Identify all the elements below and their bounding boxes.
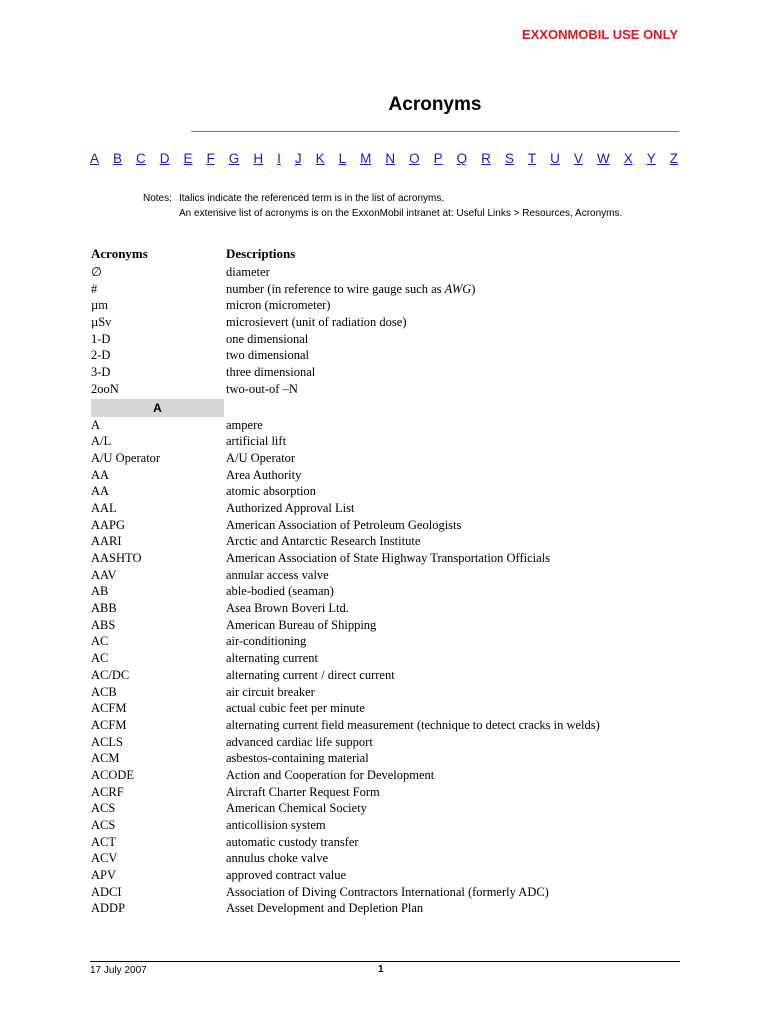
description-cell: alternating current field measurement (technique to detect cracks in welds) [226,717,600,732]
description-cell: microsievert (unit of radiation dose) [226,315,407,330]
description-cell: Aircraft Charter Request Form [226,784,380,799]
table-row [91,264,681,281]
acronym-cell: ABS [91,617,116,632]
acronym-cell: AC [91,651,109,666]
acronym-cell: AC [91,634,109,649]
acronym-cell: ACLS [91,734,123,749]
table-row [91,900,681,917]
notes-block [143,191,622,221]
acronym-cell: ABB [91,601,117,616]
section-a-rows [91,417,681,918]
table-row [91,884,681,901]
table-row [91,750,681,767]
footer-divider [90,961,680,962]
description-cell: alternating current / direct current [226,667,395,682]
description-cell: Arctic and Antarctic Research Institute [226,534,421,549]
description-cell: Authorized Approval List [226,500,355,515]
description-cell: able-bodied (seaman) [226,584,334,599]
table-row [91,850,681,867]
table-row [91,347,681,364]
alphabet-link-b[interactable]: B [113,151,123,166]
notes-line-2: An extensive list of acronyms is on the ExxonMobil intranet at: Useful Links > Resources, Acronyms. [179,208,623,219]
table-row [91,617,681,634]
column-header-acronyms: Acronyms [91,246,148,261]
confidentiality-label: EXXONMOBIL USE ONLY [521,27,678,42]
acronym-cell: AARI [91,534,122,549]
acronym-cell: ACM [91,751,120,766]
acronym-cell: 1-D [91,331,111,346]
acronym-cell: A [91,417,101,432]
title-divider [191,131,679,132]
table-row [91,767,681,784]
alphabet-index [90,151,678,166]
table-row [91,817,681,834]
description-cell: Area Authority [226,467,302,482]
alphabet-link-y[interactable]: Y [646,151,656,166]
alphabet-link-g[interactable]: G [228,151,240,166]
acronym-cell: µm [91,298,108,313]
acronym-table [91,244,681,917]
alphabet-link-h[interactable]: H [253,151,264,166]
alphabet-link-q[interactable]: Q [456,151,468,166]
table-row [91,467,681,484]
alphabet-link-f[interactable]: F [206,151,215,166]
alphabet-link-r[interactable]: R [481,151,491,166]
acronym-cell: A/L [91,434,112,449]
column-header-descriptions: Descriptions [226,246,296,261]
table-row [91,583,681,600]
description-cell: anticollision system [226,818,326,832]
table-row [91,700,681,717]
acronym-cell: ACODE [91,767,135,782]
table-row [91,297,681,314]
acronym-cell: AAV [91,567,117,582]
table-row [91,517,681,534]
description-cell: ampere [226,417,263,432]
acronym-cell: AC/DC [91,667,130,682]
acronym-cell: AAPG [91,517,126,532]
table-row [91,734,681,751]
alphabet-link-p[interactable]: P [433,151,443,166]
alphabet-link-i[interactable]: I [277,151,281,166]
table-row [91,314,681,331]
table-row [91,633,681,650]
table-row [91,650,681,667]
description-cell: diameter [226,265,270,279]
table-row [91,417,681,434]
description-cell: asbestos-containing material [226,751,369,766]
description-cell: three dimensional [226,365,316,380]
description-cell: annulus choke valve [226,851,329,866]
description-cell: two-out-of –N [226,381,298,396]
section-label: A [91,399,224,417]
description-cell: air-conditioning [226,634,307,649]
acronym-cell: 2ooN [91,381,119,396]
description-cell: advanced cardiac life support [226,734,373,749]
description-cell: American Bureau of Shipping [226,617,377,632]
description-cell: atomic absorption [226,484,316,499]
table-row [91,867,681,884]
acronym-cell: AA [91,467,110,482]
description-cell: Asea Brown Boveri Ltd. [226,601,349,616]
notes-line-1: Italics indicate the referenced term is in the list of acronyms. [179,193,445,204]
alphabet-link-c[interactable]: C [136,151,146,166]
acronym-cell: ACS [91,801,116,816]
alphabet-link-e[interactable]: E [183,151,193,166]
alphabet-link-a[interactable]: A [90,151,100,166]
description-cell: number (in reference to wire gauge such as AWG) [226,281,476,296]
table-row [91,600,681,617]
description-cell: artificial lift [226,434,287,449]
acronym-cell: ACV [91,851,118,866]
acronym-cell: AA [91,484,110,499]
description-cell: actual cubic feet per minute [226,701,365,716]
description-cell: approved contract value [226,868,347,883]
page-number: 1 [378,964,384,975]
table-row [91,364,681,381]
description-cell: micron (micrometer) [226,298,331,313]
alphabet-link-w[interactable]: W [596,151,610,166]
pre-section-rows [91,264,681,398]
acronym-cell: ACS [91,818,116,832]
acronym-cell: APV [91,868,117,883]
description-cell: automatic custody transfer [226,834,359,849]
table-row [91,550,681,567]
acronym-cell: ADDP [91,901,126,916]
table-row [91,667,681,684]
acronym-cell: ADCI [91,884,122,899]
description-cell: American Association of State Highway Transportation Officials [226,551,551,565]
description-cell: air circuit breaker [226,684,315,699]
acronym-cell: AASHTO [91,551,142,565]
alphabet-link-v[interactable]: V [573,151,583,166]
table-row [91,381,681,398]
table-row [91,483,681,500]
table-row [91,500,681,517]
acronym-cell: AAL [91,500,117,515]
table-row [91,684,681,701]
table-row [91,834,681,851]
alphabet-link-t[interactable]: T [527,151,537,166]
table-header [91,244,681,263]
acronym-cell: # [91,281,98,296]
alphabet-link-j[interactable]: J [294,151,302,166]
alphabet-link-o[interactable]: O [409,151,420,166]
acronym-cell: ACT [91,834,116,849]
acronym-cell: 2-D [91,348,111,363]
description-cell: one dimensional [226,331,309,346]
alphabet-link-m[interactable]: M [360,151,372,166]
acronym-cell: µSv [91,315,112,330]
alphabet-link-n[interactable]: N [385,151,396,166]
table-row [91,281,681,298]
alphabet-link-l[interactable]: L [338,151,347,166]
description-cell: annular access valve [226,567,329,582]
page-title: Acronyms [388,94,482,115]
description-cell: alternating current [226,651,318,666]
alphabet-link-s[interactable]: S [504,151,514,166]
acronym-cell: 3-D [91,365,111,380]
table-row [91,717,681,734]
referenced-acronym: AWG [444,281,472,296]
acronym-cell: ACB [91,684,117,699]
acronym-cell: A/U Operator [91,450,161,465]
description-cell: American Association of Petroleum Geologists [226,517,462,532]
acronym-cell: AB [91,584,109,599]
alphabet-link-u[interactable]: U [550,151,560,166]
alphabet-link-x[interactable]: X [623,151,633,166]
alphabet-link-z[interactable]: Z [669,151,678,166]
description-cell: A/U Operator [226,450,296,465]
alphabet-link-k[interactable]: K [315,151,325,166]
table-row [91,433,681,450]
acronym-cell: ACRF [91,784,124,799]
section-header-a [91,399,681,417]
table-row [91,331,681,348]
description-cell: two dimensional [226,348,309,363]
description-cell: Action and Cooperation for Development [226,767,435,782]
acronym-cell: ∅ [91,265,102,279]
table-row [91,800,681,817]
notes-label: Notes: [143,193,172,204]
description-cell: American Chemical Society [226,801,367,816]
acronym-cell: ACFM [91,701,127,716]
description-cell: Asset Development and Depletion Plan [226,901,424,916]
table-row [91,533,681,550]
table-row [91,567,681,584]
footer-date: 17 July 2007 [90,965,147,976]
table-row [91,784,681,801]
acronym-cell: ACFM [91,717,127,732]
alphabet-link-d[interactable]: D [159,151,170,166]
table-row [91,450,681,467]
description-cell: Association of Diving Contractors International (formerly ADC) [226,884,549,899]
